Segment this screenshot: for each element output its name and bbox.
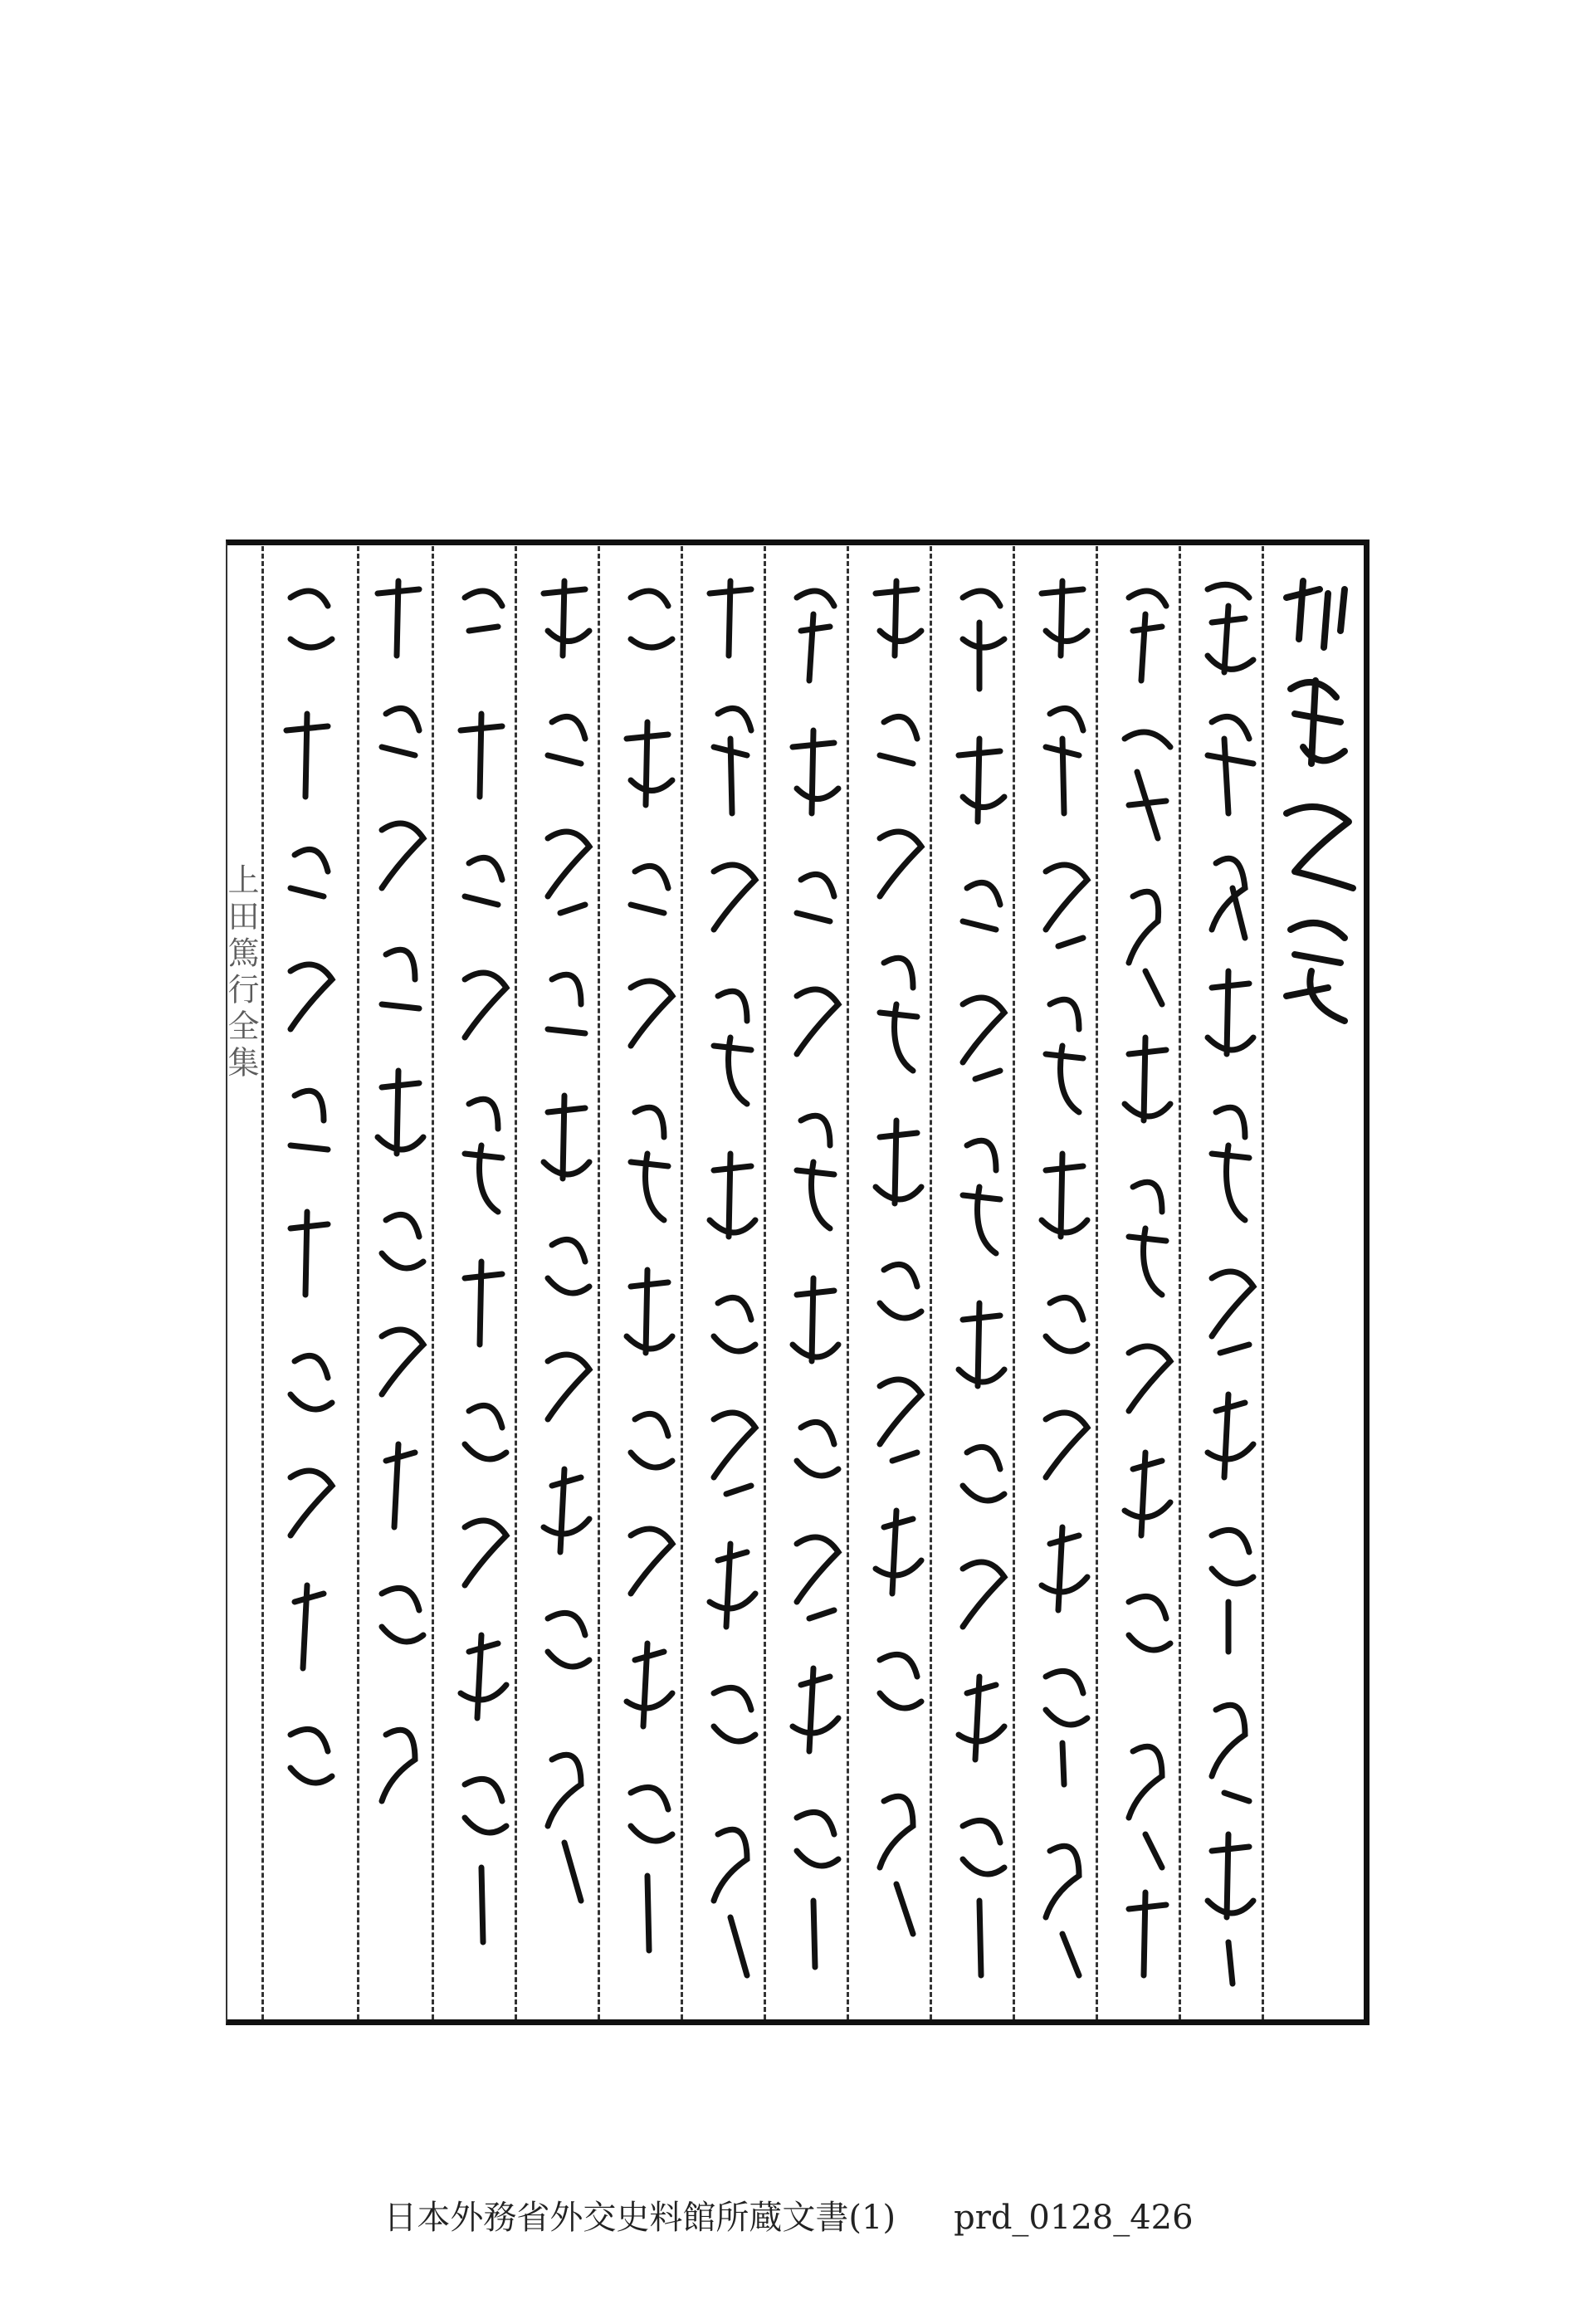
column-rule [598,546,600,2019]
manuscript-column-8 [614,573,681,2000]
manuscript-column-2 [1112,573,1179,2000]
column-rule [764,546,766,2019]
column-rule [1262,546,1264,2019]
footer-identifier: prd_0128_426 [954,2199,1194,2237]
manuscript-column-9 [531,573,598,2000]
manuscript-column-3 [1029,573,1096,2000]
column-rule [847,546,849,2019]
column-rule [1013,546,1015,2019]
manuscript-column-10 [448,573,515,2000]
manuscript-column-12 [274,573,340,2000]
manuscript-column-4 [946,573,1013,2000]
column-rule [930,546,932,2019]
column-rule [357,546,359,2019]
manuscript-column-6 [780,573,847,2000]
footer-caption [0,2191,1577,2239]
column-rule [515,546,517,2019]
footer-collection: 日本外務省外交史料館所蔵文書(1) [383,2199,896,2237]
manuscript-column-11 [365,573,432,2000]
manuscript-column-5 [863,573,930,2000]
manuscript-column-1 [1195,573,1262,2000]
manuscript-heading [1270,573,1361,1038]
column-rule [1096,546,1098,2019]
column-rule [432,546,434,2019]
column-rule [681,546,683,2019]
column-rule [1179,546,1181,2019]
manuscript-column-7 [697,573,764,2000]
margin-print-text: 上田篤行全集 [222,863,259,1082]
